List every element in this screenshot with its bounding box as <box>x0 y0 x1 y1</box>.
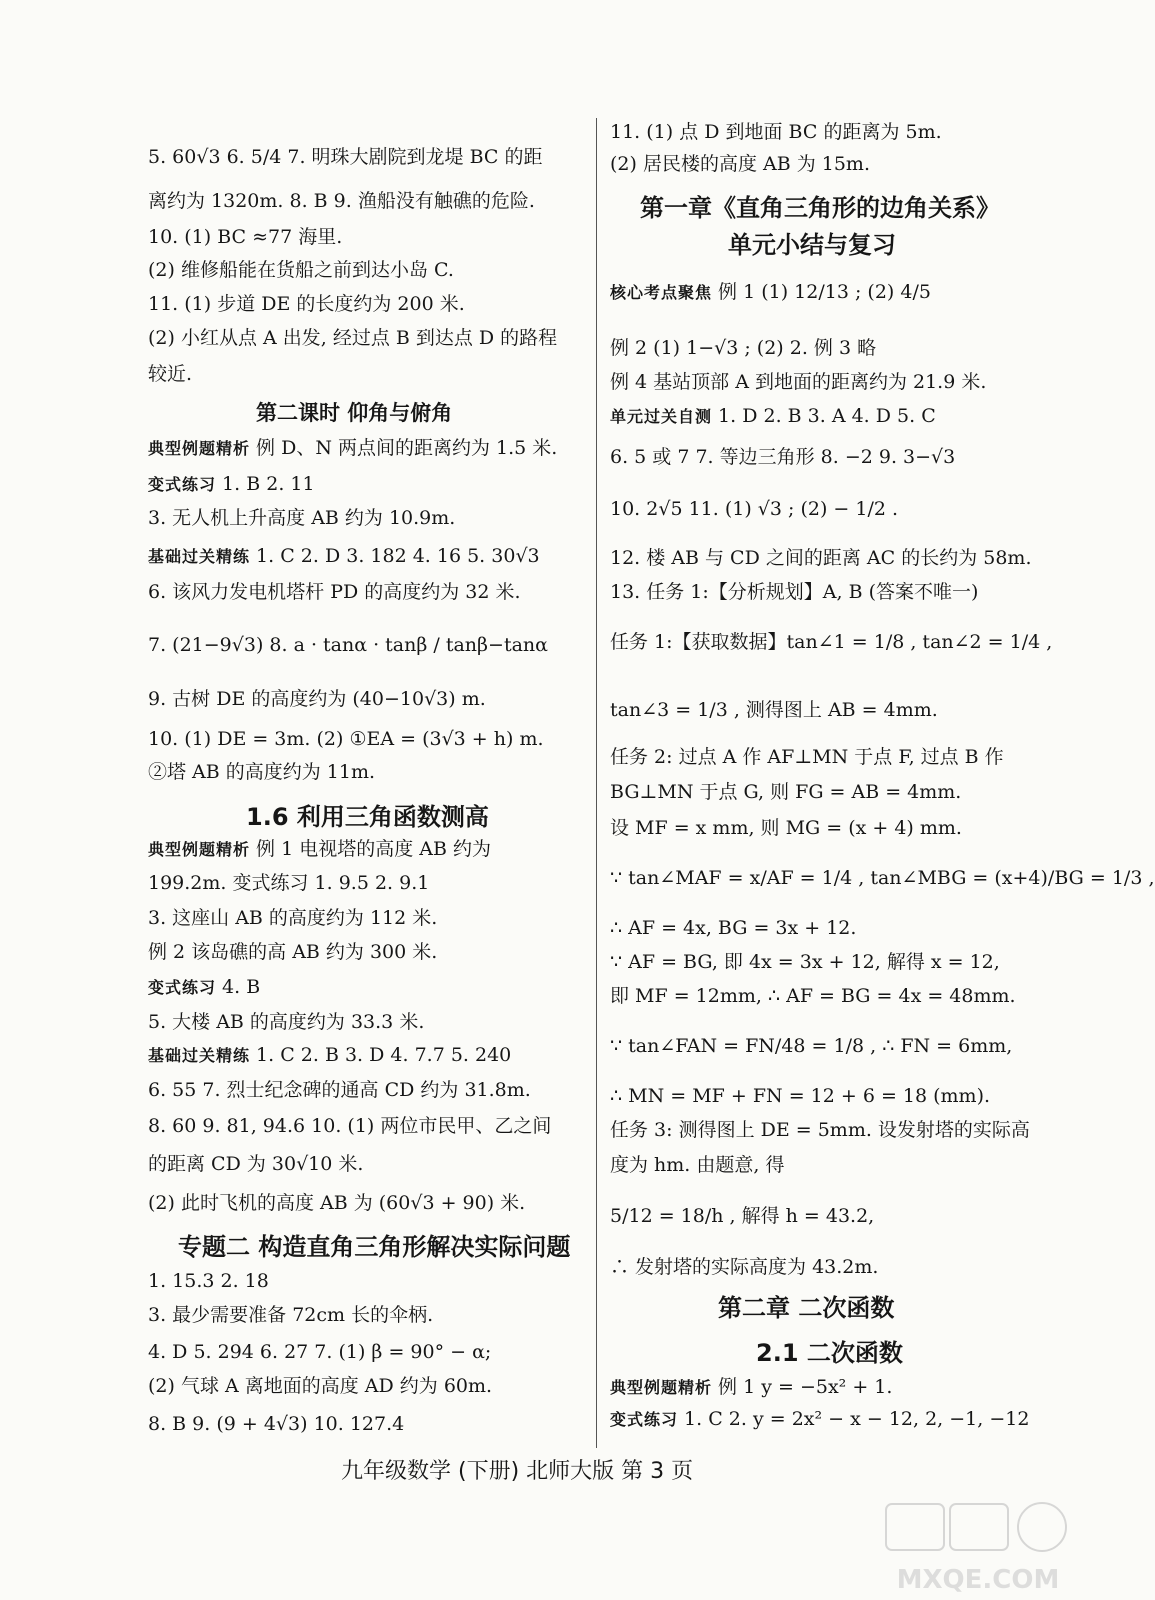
answer-line <box>148 837 491 862</box>
answer-line: BG⊥MN 于点 G, 则 FG = AB = 4mm. <box>610 781 962 803</box>
answer-line: 10. (1) DE = 3m. (2) ①EA = (3√3 + h) m. <box>148 728 544 750</box>
section-heading: 第二章 二次函数 <box>718 1294 895 1322</box>
answer-line: 例 2 该岛礁的高 AB 约为 300 米. <box>148 941 438 963</box>
answer-line: 12. 楼 AB 与 CD 之间的距离 AC 的长约为 58m. <box>610 547 1032 569</box>
answer-line: 离约为 1320m. 8. B 9. 渔船没有触礁的危险. <box>148 190 535 212</box>
answer-line: 任务 1:【获取数据】tan∠1 = 1/8 , tan∠2 = 1/4 , <box>610 631 1053 653</box>
answer-line <box>610 1407 1029 1432</box>
answer-text: 例 1 电视塔的高度 AB 约为 <box>250 838 491 860</box>
answer-line: ∴ AF = 4x, BG = 3x + 12. <box>610 917 857 939</box>
answer-line <box>148 472 315 497</box>
answer-line: (2) 小红从点 A 出发, 经过点 B 到达点 D 的路程 <box>148 327 558 349</box>
answer-text: 4. B <box>216 976 261 998</box>
answer-line: 6. 55 7. 烈士纪念碑的通高 CD 约为 31.8m. <box>148 1079 531 1101</box>
answer-line: 10. (1) BC ≈77 海里. <box>148 226 343 248</box>
answer-text: 例 D、N 两点间的距离约为 1.5 米. <box>250 437 558 459</box>
answer-line: 5/12 = 18/h , 解得 h = 43.2, <box>610 1205 875 1227</box>
exercise-label: 基础过关精练 <box>148 1046 251 1065</box>
exercise-label: 变式练习 <box>610 1410 679 1429</box>
section-heading: 专题二 构造直角三角形解决实际问题 <box>178 1233 571 1261</box>
answer-line: 度为 hm. 由题意, 得 <box>610 1154 785 1176</box>
section-heading: 1.6 利用三角函数测高 <box>246 803 489 831</box>
answer-line: 即 MF = 12mm, ∴ AF = BG = 4x = 48mm. <box>610 985 1016 1007</box>
answer-text: 1. C 2. D 3. 182 4. 16 5. 30√3 <box>250 545 540 567</box>
answer-line: ∴ 发射塔的实际高度为 43.2m. <box>610 1256 879 1278</box>
answer-line: 任务 2: 过点 A 作 AF⊥MN 于点 F, 过点 B 作 <box>610 746 1004 768</box>
answer-line: 任务 3: 测得图上 DE = 5mm. 设发射塔的实际高 <box>610 1119 1030 1141</box>
answer-line: ∵ AF = BG, 即 4x = 3x + 12, 解得 x = 12, <box>610 951 1000 973</box>
answer-line: tan∠3 = 1/3 , 测得图上 AB = 4mm. <box>610 699 938 721</box>
answer-line: ∴ MN = MF + FN = 12 + 6 = 18 (mm). <box>610 1085 991 1107</box>
answer-line: 4. D 5. 294 6. 27 7. (1) β = 90° − α; <box>148 1341 492 1363</box>
answer-line: 5. 大楼 AB 的高度约为 33.3 米. <box>148 1011 425 1033</box>
column-divider <box>596 118 597 1448</box>
answer-line <box>148 975 260 1000</box>
answer-text: 1. C 2. B 3. D 4. 7.7 5. 240 <box>250 1044 512 1066</box>
answer-line: (2) 维修船能在货船之前到达小岛 C. <box>148 259 454 281</box>
exercise-label: 基础过关精练 <box>148 547 251 566</box>
section-heading: 2.1 二次函数 <box>756 1339 903 1367</box>
answer-line: 3. 这座山 AB 的高度约为 112 米. <box>148 907 438 929</box>
answer-text: 1. C 2. y = 2x² − x − 12, 2, −1, −12 <box>678 1408 1030 1430</box>
answer-line <box>148 544 540 569</box>
exercise-label: 单元过关自测 <box>610 407 713 426</box>
answer-line: 例 4 基站顶部 A 到地面的距离约为 21.9 米. <box>610 371 987 393</box>
answer-line <box>610 280 931 305</box>
answer-line <box>610 1375 892 1400</box>
answer-line: 11. (1) 步道 DE 的长度约为 200 米. <box>148 293 465 315</box>
answer-line: 6. 该风力发电机塔杆 PD 的高度约为 32 米. <box>148 581 521 603</box>
exercise-label: 变式练习 <box>148 978 217 997</box>
answer-line: ②塔 AB 的高度约为 11m. <box>148 761 376 783</box>
watermark-logo <box>878 1500 1078 1596</box>
exercise-label: 核心考点聚焦 <box>610 283 713 302</box>
answer-line: 11. (1) 点 D 到地面 BC 的距离为 5m. <box>610 121 942 143</box>
answer-line: 设 MF = x mm, 则 MG = (x + 4) mm. <box>610 817 962 839</box>
answer-line <box>148 436 557 461</box>
answer-line: 5. 60√3 6. 5/4 7. 明珠大剧院到龙堤 BC 的距 <box>148 146 543 168</box>
answer-text: 例 1 y = −5x² + 1. <box>712 1376 893 1398</box>
exercise-label: 变式练习 <box>148 475 217 494</box>
answer-line: 6. 5 或 7 7. 等边三角形 8. −2 9. 3−√3 <box>610 446 956 468</box>
answer-text: 1. D 2. B 3. A 4. D 5. C <box>712 405 936 427</box>
answer-line: 13. 任务 1:【分析规划】A, B (答案不唯一) <box>610 581 979 603</box>
exercise-label: 典型例题精析 <box>148 840 251 859</box>
answer-line: (2) 居民楼的高度 AB 为 15m. <box>610 153 870 175</box>
answer-line: 的距离 CD 为 30√10 米. <box>148 1153 364 1175</box>
page-footer: 九年级数学 (下册) 北师大版 第 3 页 <box>341 1459 694 1484</box>
answer-line: 8. B 9. (9 + 4√3) 10. 127.4 <box>148 1413 405 1435</box>
section-heading: 单元小结与复习 <box>728 231 896 259</box>
answer-line: 9. 古树 DE 的高度约为 (40−10√3) m. <box>148 688 486 710</box>
answer-line: ∵ tan∠FAN = FN/48 = 1/8 , ∴ FN = 6mm, <box>610 1035 1013 1057</box>
answer-line: 8. 60 9. 81, 94.6 10. (1) 两位市民甲、乙之间 <box>148 1115 552 1137</box>
watermark-text: MXQE.COM <box>896 1565 1060 1595</box>
section-heading: 第二课时 仰角与俯角 <box>256 401 453 425</box>
answer-line: 3. 无人机上升高度 AB 约为 10.9m. <box>148 507 456 529</box>
exercise-label: 典型例题精析 <box>610 1378 713 1397</box>
section-heading: 第一章《直角三角形的边角关系》 <box>640 194 1000 222</box>
answer-line: 较近. <box>148 363 193 385</box>
answer-line: 10. 2√5 11. (1) √3 ; (2) − 1/2 . <box>610 498 899 520</box>
answer-line <box>148 1043 511 1068</box>
answer-text: 例 1 (1) 12/13 ; (2) 4/5 <box>712 281 931 303</box>
exercise-label: 典型例题精析 <box>148 439 251 458</box>
answer-text: 1. B 2. 11 <box>216 473 315 495</box>
answer-line: ∵ tan∠MAF = x/AF = 1/4 , tan∠MBG = (x+4)/BG = 1/3 , <box>610 867 1155 889</box>
answer-line: 例 2 (1) 1−√3 ; (2) 2. 例 3 略 <box>610 337 877 359</box>
answer-line: (2) 此时飞机的高度 AB 为 (60√3 + 90) 米. <box>148 1192 526 1214</box>
answer-line <box>610 404 936 429</box>
answer-line: 7. (21−9√3) 8. a · tanα · tanβ / tanβ−tanα <box>148 634 548 656</box>
answer-line: 199.2m. 变式练习 1. 9.5 2. 9.1 <box>148 872 430 894</box>
answer-line: (2) 气球 A 离地面的高度 AD 约为 60m. <box>148 1375 493 1397</box>
answer-line: 1. 15.3 2. 18 <box>148 1270 269 1292</box>
answer-line: 3. 最少需要准备 72cm 长的伞柄. <box>148 1304 434 1326</box>
